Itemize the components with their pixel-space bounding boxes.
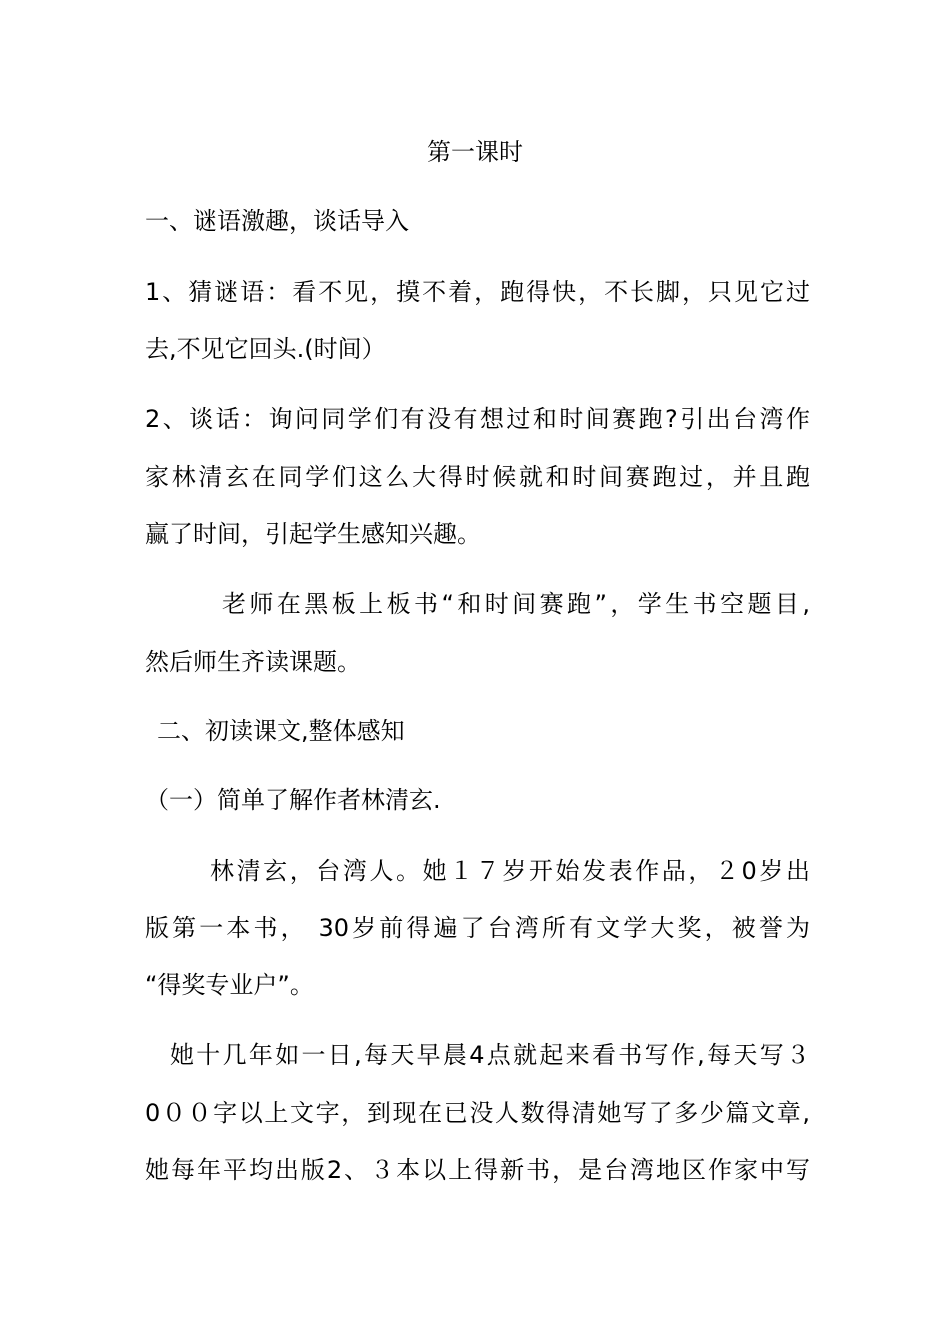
paragraph-line: 老师在黑板上板书“和时间赛跑”，学生书空题目,	[222, 590, 810, 618]
paragraph-line: 赢了时间，引起学生感知兴趣。	[145, 520, 481, 548]
section-heading-2: 二、初读课文,整体感知	[157, 717, 405, 745]
paragraph-line: 林清玄，台湾人。她１７岁开始发表作品，２0岁出	[210, 857, 810, 885]
section-heading-1: 一、谜语激趣，谈话导入	[145, 207, 409, 235]
paragraph-line: 她十几年如一日,每天早晨4点就起来看书写作,每天写３	[170, 1041, 810, 1069]
paragraph-line: 她每年平均出版2、３本以上得新书，是台湾地区作家中写	[145, 1156, 810, 1184]
page-title: 第一课时	[427, 138, 523, 166]
paragraph-line: 家林清玄在同学们这么大得时候就和时间赛跑过，并且跑	[145, 463, 810, 491]
paragraph-line: 去,不见它回头.(时间）	[145, 335, 386, 363]
paragraph-line: 1、猜谜语：看不见，摸不着，跑得快，不长脚，只见它过	[145, 278, 810, 306]
paragraph-line: “得奖专业户”。	[145, 971, 314, 999]
subsection-heading: （一）简单了解作者林清玄.	[145, 786, 441, 814]
paragraph-line: 2、谈话：询问同学们有没有想过和时间赛跑?引出台湾作	[145, 405, 810, 433]
paragraph-line: 0００字以上文字，到现在已没人数得清她写了多少篇文章,	[145, 1099, 810, 1127]
paragraph-line: 然后师生齐读课题。	[145, 648, 361, 676]
paragraph-line: 版第一本书， 30岁前得遍了台湾所有文学大奖，被誉为	[145, 914, 810, 942]
